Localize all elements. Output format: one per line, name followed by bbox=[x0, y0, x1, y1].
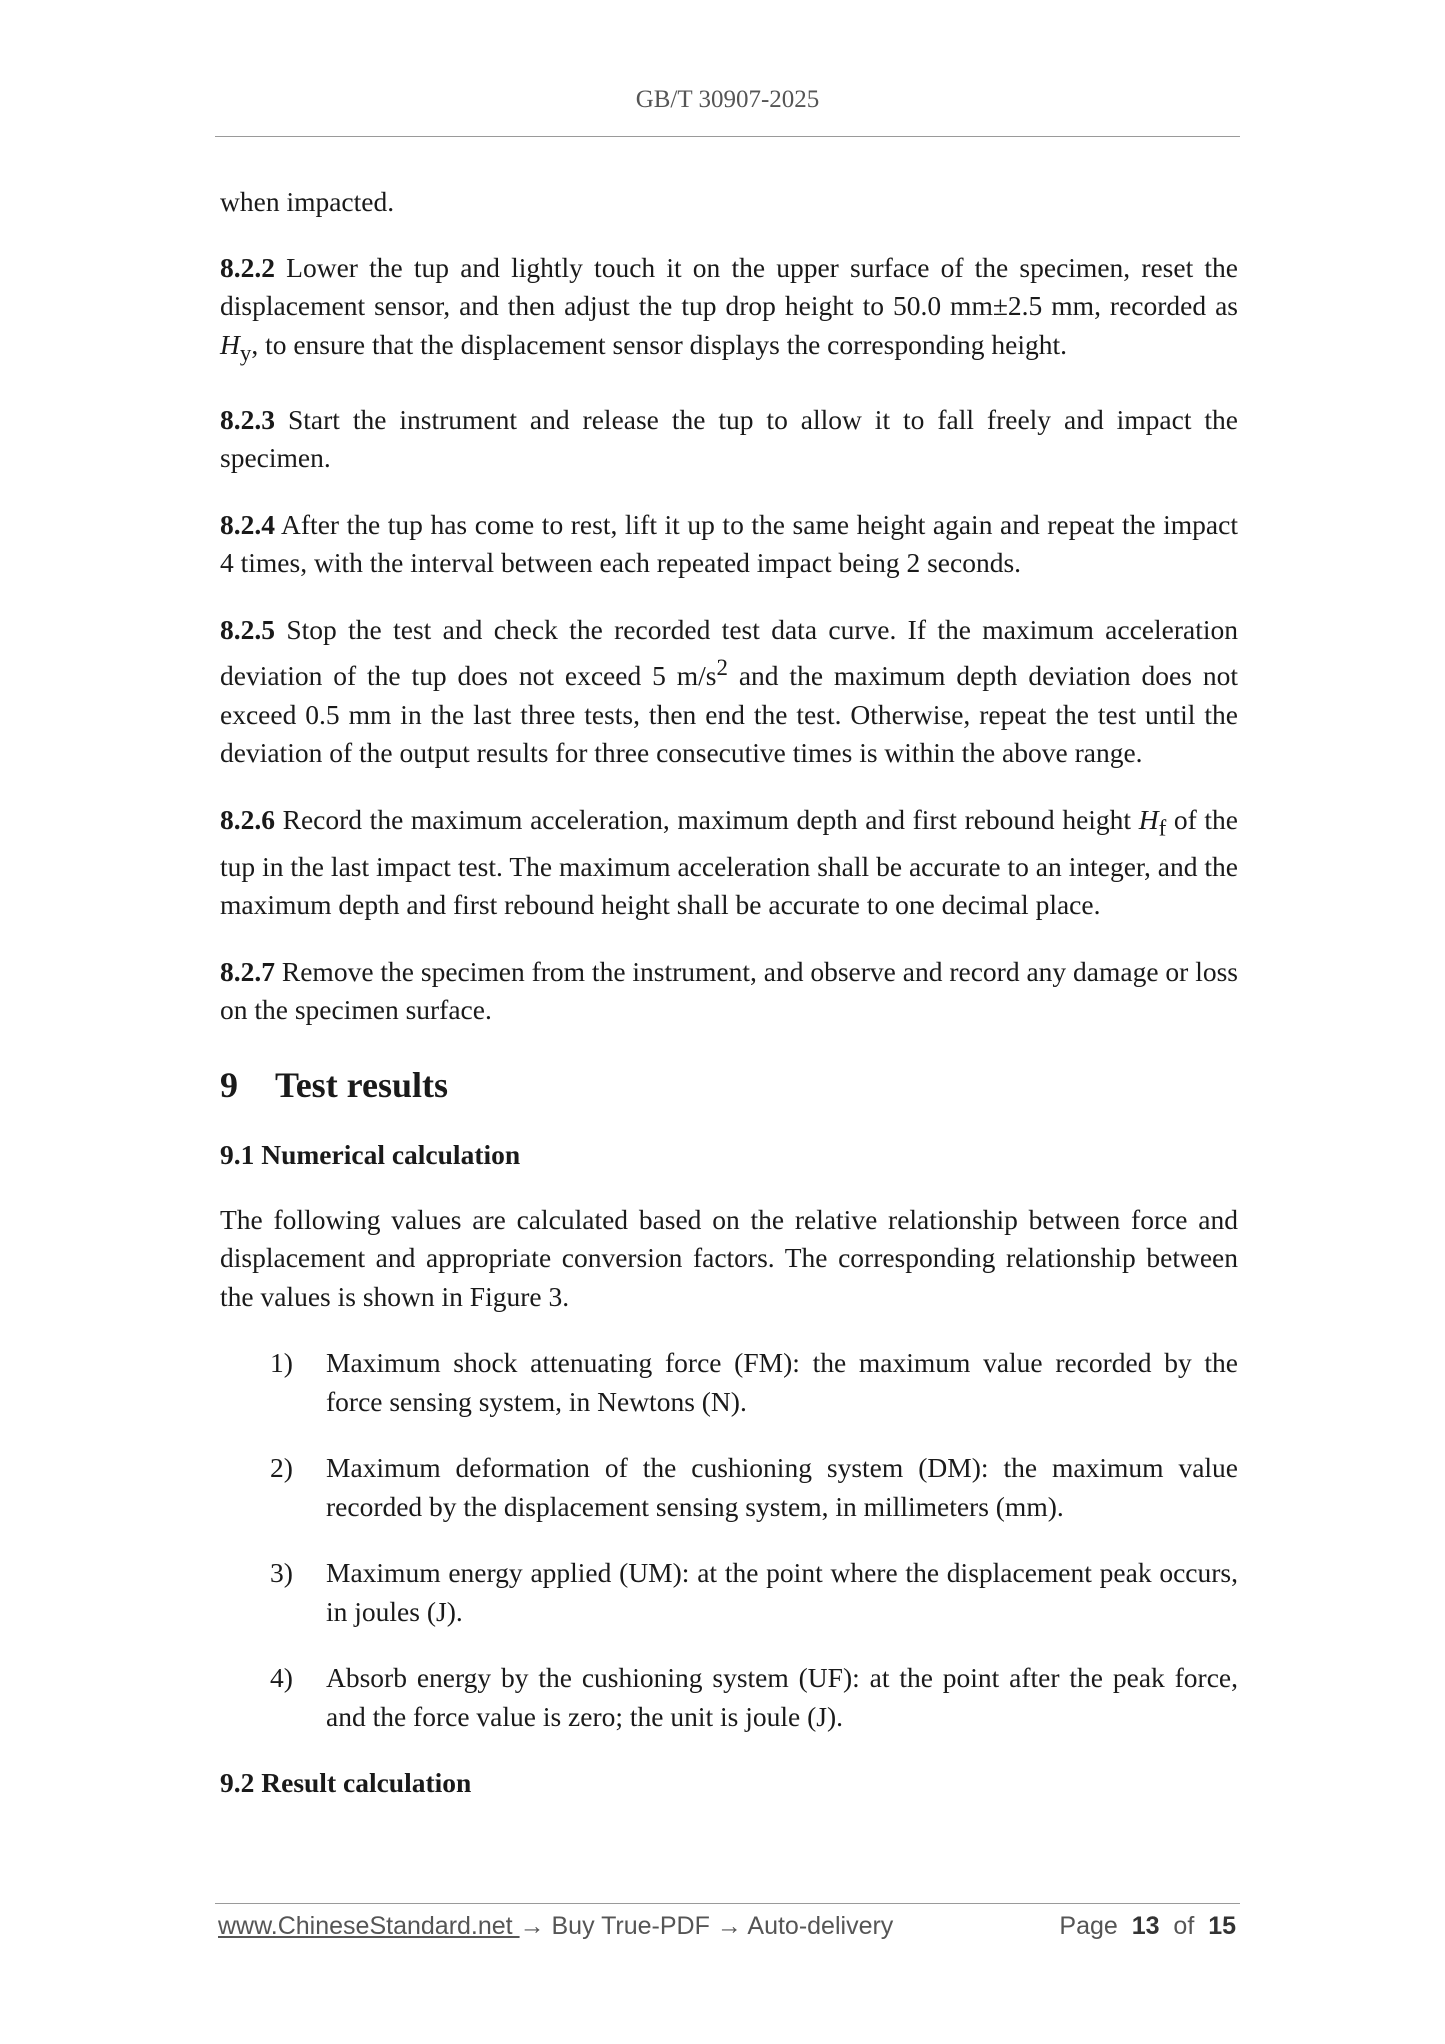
section-title: Test results bbox=[275, 1064, 449, 1105]
section-number: 9 bbox=[220, 1064, 238, 1105]
intro-paragraph: The following values are calculated based on the relative relationship between force and displacement and appropriate conversion factors. The corresponding relationship between the values is shown in Figure 3. bbox=[220, 1203, 1238, 1312]
page-content bbox=[220, 183, 1238, 1829]
footer-tagline: → Buy True-PDF → Auto-delivery bbox=[519, 1912, 894, 1940]
symbol-h: H bbox=[220, 328, 240, 360]
subsection-heading: 9.1 Numerical calculation bbox=[220, 1139, 521, 1171]
total-pages: 15 bbox=[1208, 1912, 1236, 1940]
clause-8-2-5: 8.2.5 Stop the test and check the recorded test data curve. If the maximum acceleration deviation of the tup does not exceed 5 $m/s^2$ and the maximum depth deviation does not exceed 0.5 mm in the last three tests, then end the test. Otherwise, repeat the test until the deviation of the output results for three consecutive times is within the above range. bbox=[220, 613, 1238, 769]
value-list bbox=[220, 1344, 1238, 1736]
list-marker: 4) bbox=[270, 1662, 293, 1694]
section-heading bbox=[220, 1066, 1238, 1105]
header-divider bbox=[215, 136, 1240, 137]
subsection-heading: 9.2 Result calculation bbox=[220, 1767, 472, 1799]
symbol-subscript: f bbox=[1158, 815, 1167, 841]
page-footer bbox=[218, 1912, 1238, 1952]
clause-8-2-6: 8.2.6 Record the maximum acceleration, maximum depth and first rebound height $H_f$ of the tup in the last impact test. The maximum acceleration shall be accurate to an integer, and the maximum depth and first rebound height shall be accurate to one decimal place. bbox=[220, 803, 1238, 921]
list-item: 3) Maximum energy applied (UM): at the point where the displacement peak occurs, in joules (J). bbox=[220, 1554, 1238, 1631]
clause-8-2-4: 8.2.4 After the tup has come to rest, lift it up to the same height again and repeat the impact 4 times, with the interval between each repeated impact being 2 seconds. bbox=[220, 508, 1238, 578]
clause-number: 8.2.5 bbox=[220, 613, 275, 645]
list-marker: 1) bbox=[270, 1347, 293, 1379]
list-marker: 2) bbox=[270, 1452, 293, 1484]
clause-number: 8.2.4 bbox=[220, 508, 275, 540]
page-indicator: Page 13 of 15 bbox=[1059, 1912, 1236, 1940]
continued-paragraph: when impacted. bbox=[220, 186, 395, 217]
page-header: GB/T 30907-2025 bbox=[635, 86, 820, 113]
website-link[interactable]: www.ChineseStandard.net bbox=[218, 1912, 520, 1940]
clause-8-2-3: 8.2.3 Start the instrument and release the tup to allow it to fall freely and impact the specimen. bbox=[220, 403, 1238, 473]
current-page: 13 bbox=[1131, 1912, 1160, 1940]
clause-8-2-7: 8.2.7 Remove the specimen from the instrument, and observe and record any damage or loss on the specimen surface. bbox=[220, 955, 1238, 1026]
list-item: 2) Maximum deformation of the cushioning system (DM): the maximum value recorded by the displacement sensing system, in millimeters (mm). bbox=[220, 1449, 1238, 1526]
clause-number: 8.2.7 bbox=[220, 955, 275, 987]
list-marker: 3) bbox=[270, 1557, 293, 1589]
clause-number: 8.2.2 bbox=[220, 251, 275, 283]
symbol-subscript: y bbox=[239, 340, 252, 365]
list-item: 1) Maximum shock attenuating force (FM): the maximum value recorded by the force sensing system, in Newtons (N). bbox=[220, 1344, 1238, 1421]
footer-divider bbox=[215, 1903, 1240, 1904]
clause-8-2-2: 8.2.2 Lower the tup and lightly touch it on the upper surface of the specimen, reset the displacement sensor, and then adjust the tup drop height to 50.0 mm±2.5 mm, recorded as $H_y$, to ensure that the displacement sensor displays the corresponding height. bbox=[220, 251, 1238, 365]
clause-number: 8.2.6 bbox=[220, 803, 275, 835]
superscript: 2 bbox=[716, 655, 728, 680]
symbol-h: H bbox=[1138, 803, 1159, 835]
footer-left bbox=[218, 1912, 893, 1941]
clause-number: 8.2.3 bbox=[220, 403, 275, 435]
list-item: 4) Absorb energy by the cushioning system (UF): at the point after the peak force, and the force value is zero; the unit is joule (J). bbox=[220, 1659, 1238, 1736]
